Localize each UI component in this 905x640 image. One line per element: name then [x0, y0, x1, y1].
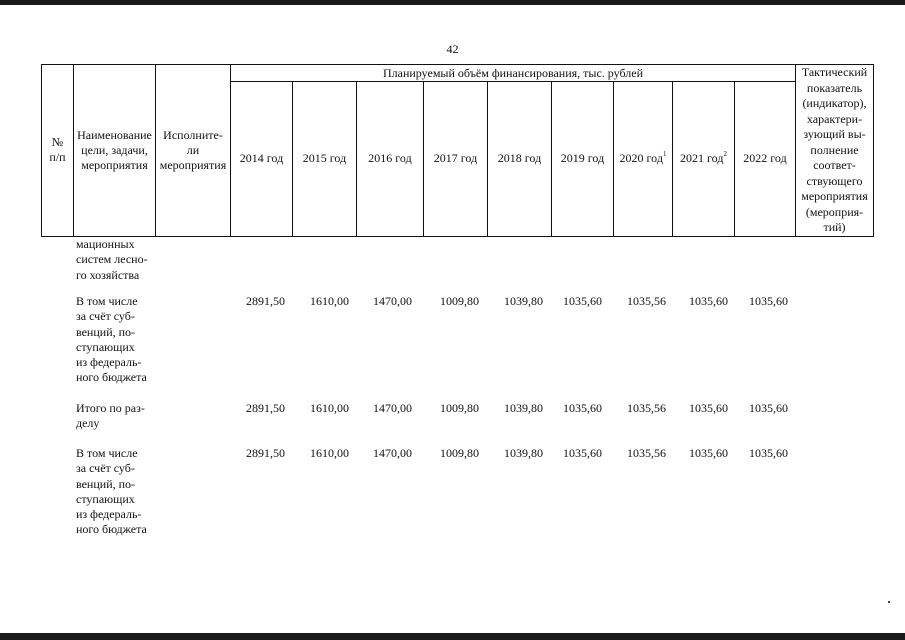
row-value-2020: 1035,56	[627, 401, 666, 415]
year-label: 2022 год	[743, 151, 787, 166]
row-value-2019: 1035,60	[563, 294, 602, 308]
header-col-name-line: цели, задачи,	[81, 142, 148, 157]
row-name-line: из федераль-	[76, 507, 142, 522]
header-col-indicator-line: показатель	[806, 80, 863, 95]
header-col-indicator-line: (мероприя-	[805, 204, 864, 219]
header-col-number-line: №	[51, 135, 64, 150]
row-value-2014: 2891,50	[246, 401, 285, 415]
row-value-2021: 1035,60	[689, 294, 728, 308]
header-col-indicator-line: соответ-	[813, 158, 856, 172]
row-name-line: систем лесно-	[76, 252, 148, 267]
row-name-line: ступающих	[76, 339, 135, 354]
row-value-2022: 1035,60	[749, 294, 788, 308]
row-value-2014: 2891,50	[246, 446, 285, 460]
row-value-2018: 1039,80	[504, 294, 543, 308]
header-col-indicator-line: Тактический	[801, 65, 868, 79]
table-header	[41, 64, 874, 237]
row-name	[76, 294, 147, 386]
row-value-2019: 1035,60	[563, 446, 602, 460]
header-col-executor-line: мероприятия	[159, 157, 227, 172]
row-value-2017: 1009,80	[440, 401, 479, 415]
row-value-2018: 1039,80	[504, 446, 543, 460]
header-col-indicator-line: характери-	[806, 111, 863, 126]
header-planned-financing: Планируемый объём финансирования, тыс. рублей	[231, 65, 796, 82]
header-year-2021	[673, 82, 735, 236]
row-value-2022: 1035,60	[749, 401, 788, 415]
header-col-indicator-line: зующий вы-	[803, 127, 866, 141]
row-name-line: венций, по-	[76, 476, 136, 491]
header-col-name	[74, 65, 156, 237]
header-year-2014	[231, 82, 293, 236]
bottom-border-bar	[0, 633, 905, 640]
header-year-2022	[735, 82, 796, 236]
row-value-2020: 1035,56	[627, 446, 666, 460]
header-col-indicator-line: полнение	[810, 142, 859, 157]
header-col-executor-line: Исполните-	[163, 127, 223, 142]
row-value-2016: 1470,00	[373, 294, 412, 308]
header-col-executor	[156, 65, 231, 237]
row-name	[76, 401, 145, 432]
year-label: 2018 год	[497, 151, 542, 166]
row-value-2017: 1009,80	[440, 446, 479, 460]
row-name-line: делу	[76, 416, 100, 431]
row-value-2015: 1610,00	[310, 401, 349, 415]
row-value-2022: 1035,60	[749, 446, 788, 460]
row-value-2015: 1610,00	[310, 294, 349, 308]
year-footnote: 2	[723, 150, 727, 159]
header-col-indicator-line: ствующего	[806, 173, 863, 188]
row-value-2016: 1470,00	[373, 401, 412, 415]
row-name-line: за счёт суб-	[76, 461, 135, 476]
top-border-bar	[0, 0, 905, 5]
header-col-indicator	[796, 65, 874, 237]
header-year-2018	[488, 82, 552, 236]
header-col-name-line: Наименование	[77, 127, 152, 142]
row-name-line: ного бюджета	[76, 522, 147, 537]
row-value-2018: 1039,80	[504, 401, 543, 415]
year-label: 2021 год	[680, 151, 724, 166]
row-name-line: из федераль-	[76, 355, 142, 370]
header-col-number-line: п/п	[49, 150, 66, 165]
row-value-2016: 1470,00	[373, 446, 412, 460]
header-col-indicator-line: мероприятия	[801, 189, 868, 203]
year-label: 2020 год	[619, 151, 663, 166]
page-number: 42	[446, 42, 459, 56]
year-footnote: 1	[662, 150, 667, 159]
row-name-line: Итого по раз-	[76, 401, 145, 415]
header-year-2020	[614, 82, 673, 236]
row-value-2015: 1610,00	[310, 446, 349, 460]
row-value-2019: 1035,60	[563, 401, 602, 415]
row-name-line: ного бюджета	[76, 370, 147, 385]
header-year-2017	[424, 82, 488, 236]
row-name-line: го хозяйства	[76, 267, 140, 282]
row-value-2021: 1035,60	[689, 446, 728, 460]
row-value-2017: 1009,80	[440, 294, 479, 308]
row-name-line: венций, по-	[76, 324, 136, 339]
year-label: 2016 год	[368, 151, 412, 166]
row-name-line: за счёт суб-	[76, 309, 135, 324]
row-value-2020: 1035,56	[627, 294, 666, 308]
row-name	[76, 446, 147, 538]
year-label: 2014 год	[239, 151, 284, 166]
header-col-number	[42, 65, 74, 237]
header-col-name-line: мероприятия	[81, 157, 148, 172]
row-name-line: В том числе	[76, 294, 138, 308]
row-name-line: мационных	[76, 237, 135, 251]
row-name-line: ступающих	[76, 491, 135, 506]
scan-speck	[888, 601, 890, 603]
year-label: 2019 год	[560, 151, 605, 166]
header-col-indicator-line: (индикатор),	[802, 96, 867, 110]
row-value-2014: 2891,50	[246, 294, 285, 308]
row-name-line: В том числе	[76, 446, 138, 460]
header-year-2016	[357, 82, 424, 236]
row-name	[76, 237, 148, 283]
header-year-2015	[293, 82, 357, 236]
year-label: 2015 год	[302, 151, 347, 166]
year-label: 2017 год	[433, 151, 478, 166]
header-col-executor-line: ли	[186, 142, 200, 157]
header-col-indicator-line: тий)	[823, 220, 846, 234]
row-value-2021: 1035,60	[689, 401, 728, 415]
header-year-2019	[552, 82, 614, 236]
